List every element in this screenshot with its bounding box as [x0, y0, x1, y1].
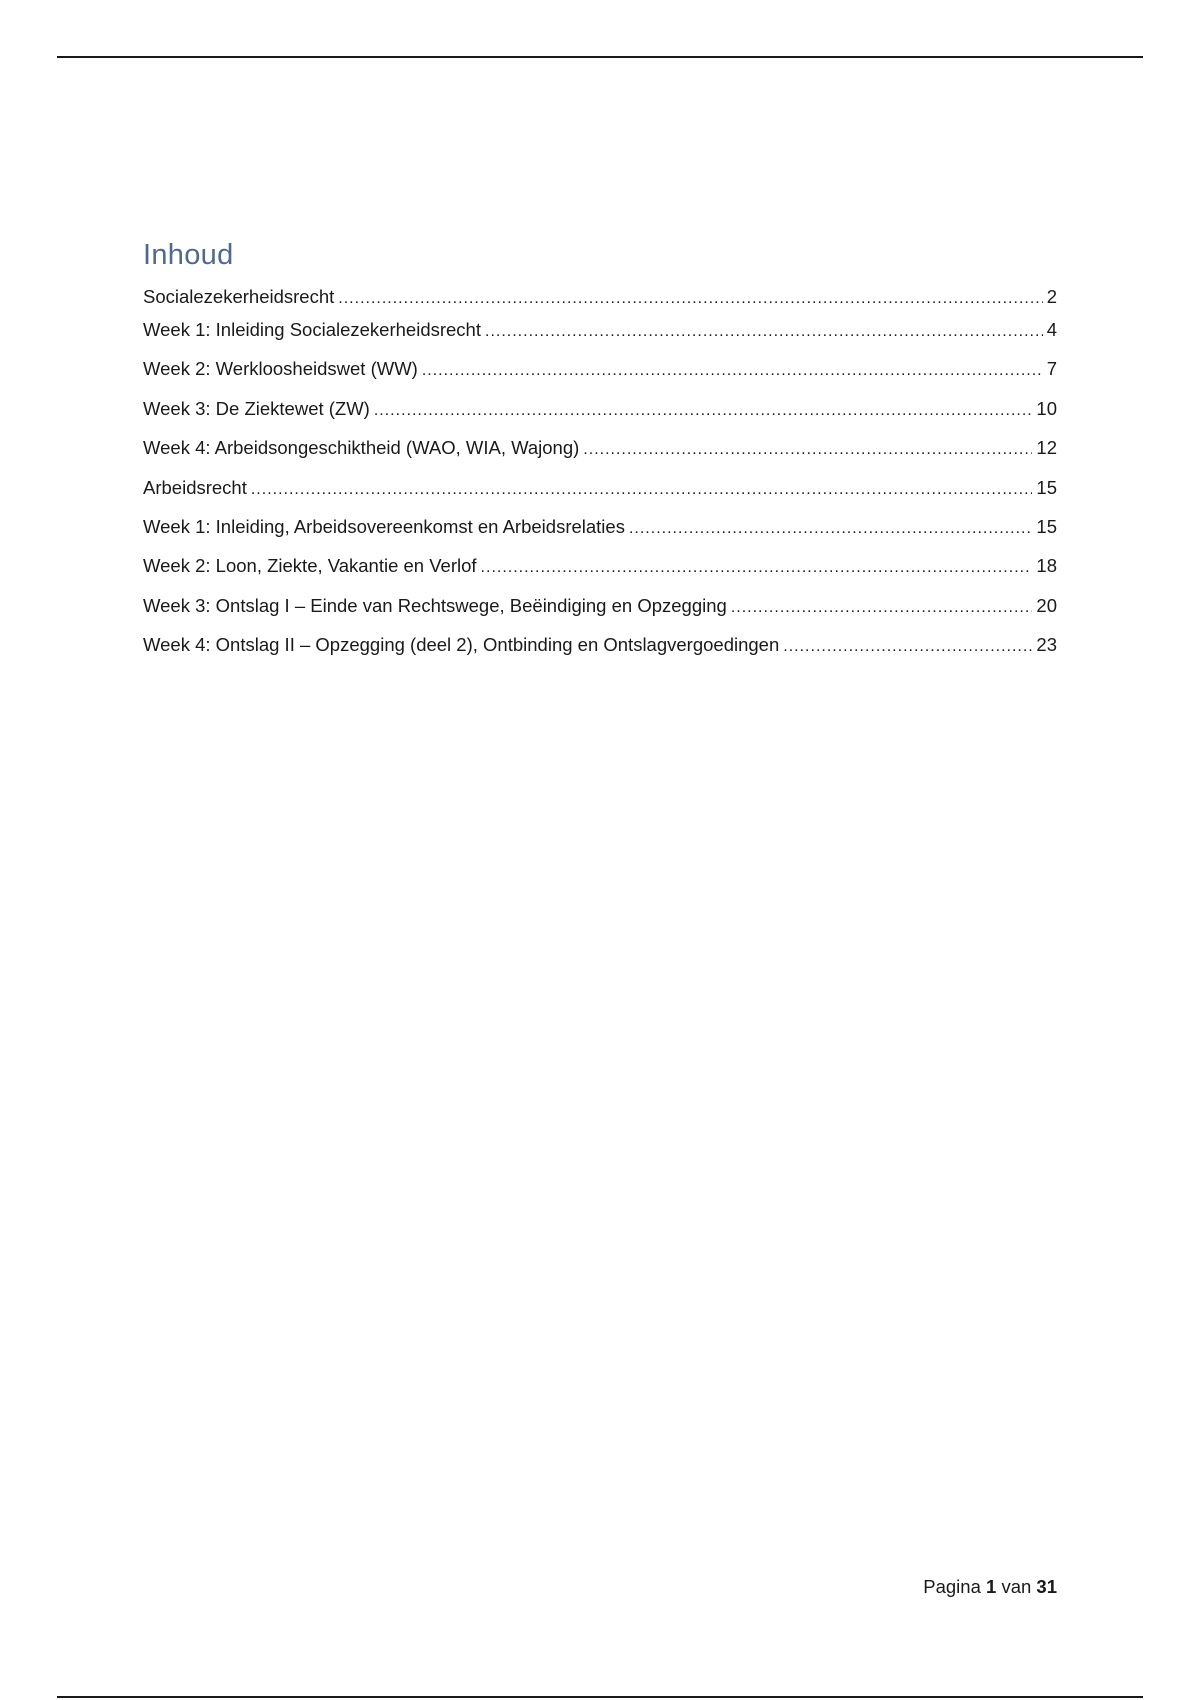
toc-entry-label: Week 2: Loon, Ziekte, Vakantie en Verlof: [143, 555, 477, 577]
toc-entry-label: Week 2: Werkloosheidswet (WW): [143, 358, 418, 380]
toc-entry-page: 4: [1046, 319, 1057, 340]
toc-entry[interactable]: [143, 398, 1057, 437]
toc-entry[interactable]: [143, 286, 1057, 319]
table-of-contents: [143, 232, 1057, 674]
toc-entry[interactable]: [143, 437, 1057, 476]
toc-dot-leader: [485, 323, 1043, 341]
toc-entry-page: 7: [1046, 358, 1057, 380]
footer-rule: [57, 1696, 1143, 1698]
toc-entry-page: 12: [1036, 437, 1057, 459]
toc-entry[interactable]: [143, 358, 1057, 397]
page-footer: [923, 1576, 1057, 1598]
toc-entry-label: Week 1: Inleiding Socialezekerheidsrecht: [143, 319, 481, 340]
toc-entry-label: Arbeidsrecht: [143, 476, 247, 498]
toc-entry-label: Week 1: Inleiding, Arbeidsovereenkomst en Arbeidsrelaties: [143, 515, 625, 537]
toc-entry-label: Week 3: De Ziektewet (ZW): [143, 397, 370, 419]
header-rule: [57, 56, 1143, 58]
toc-title: Inhoud: [143, 239, 234, 271]
toc-entry[interactable]: [143, 319, 1057, 358]
toc-entry[interactable]: [143, 555, 1057, 594]
toc-entry-page: 20: [1036, 594, 1057, 616]
toc-entry-label: Week 4: Ontslag II – Opzegging (deel 2), Ontbinding en Ontslagvergoedingen: [143, 634, 780, 656]
toc-dot-leader: [481, 559, 1033, 577]
footer-current-page: 1: [986, 1576, 997, 1597]
toc-dot-leader: [338, 290, 1042, 308]
toc-entry-page: 15: [1036, 515, 1057, 537]
toc-entry[interactable]: [143, 634, 1057, 673]
toc-entry-label: Socialezekerheidsrecht: [143, 286, 335, 307]
toc-list: [143, 286, 1057, 674]
footer-total-pages: 31: [1036, 1576, 1057, 1597]
toc-entry-page: 23: [1036, 634, 1057, 656]
toc-dot-leader: [251, 481, 1033, 499]
toc-dot-leader: [629, 520, 1032, 538]
toc-entry[interactable]: [143, 516, 1057, 555]
toc-dot-leader: [422, 362, 1043, 380]
toc-dot-leader: [583, 441, 1032, 459]
toc-dot-leader: [731, 599, 1033, 617]
toc-entry-page: 15: [1036, 476, 1057, 498]
footer-prefix: Pagina: [923, 1576, 981, 1597]
toc-entry-page: 2: [1046, 286, 1057, 307]
toc-entry-page: 18: [1036, 555, 1057, 577]
footer-separator: van: [1001, 1576, 1032, 1597]
toc-entry-page: 10: [1036, 397, 1057, 419]
toc-entry-label: Week 3: Ontslag I – Einde van Rechtswege, Beëindiging en Opzegging: [143, 594, 727, 616]
toc-dot-leader: [374, 402, 1033, 420]
toc-entry[interactable]: [143, 595, 1057, 634]
toc-entry[interactable]: [143, 477, 1057, 516]
toc-entry-label: Week 4: Arbeidsongeschiktheid (WAO, WIA, Wajong): [143, 437, 580, 459]
toc-dot-leader: [783, 638, 1032, 656]
